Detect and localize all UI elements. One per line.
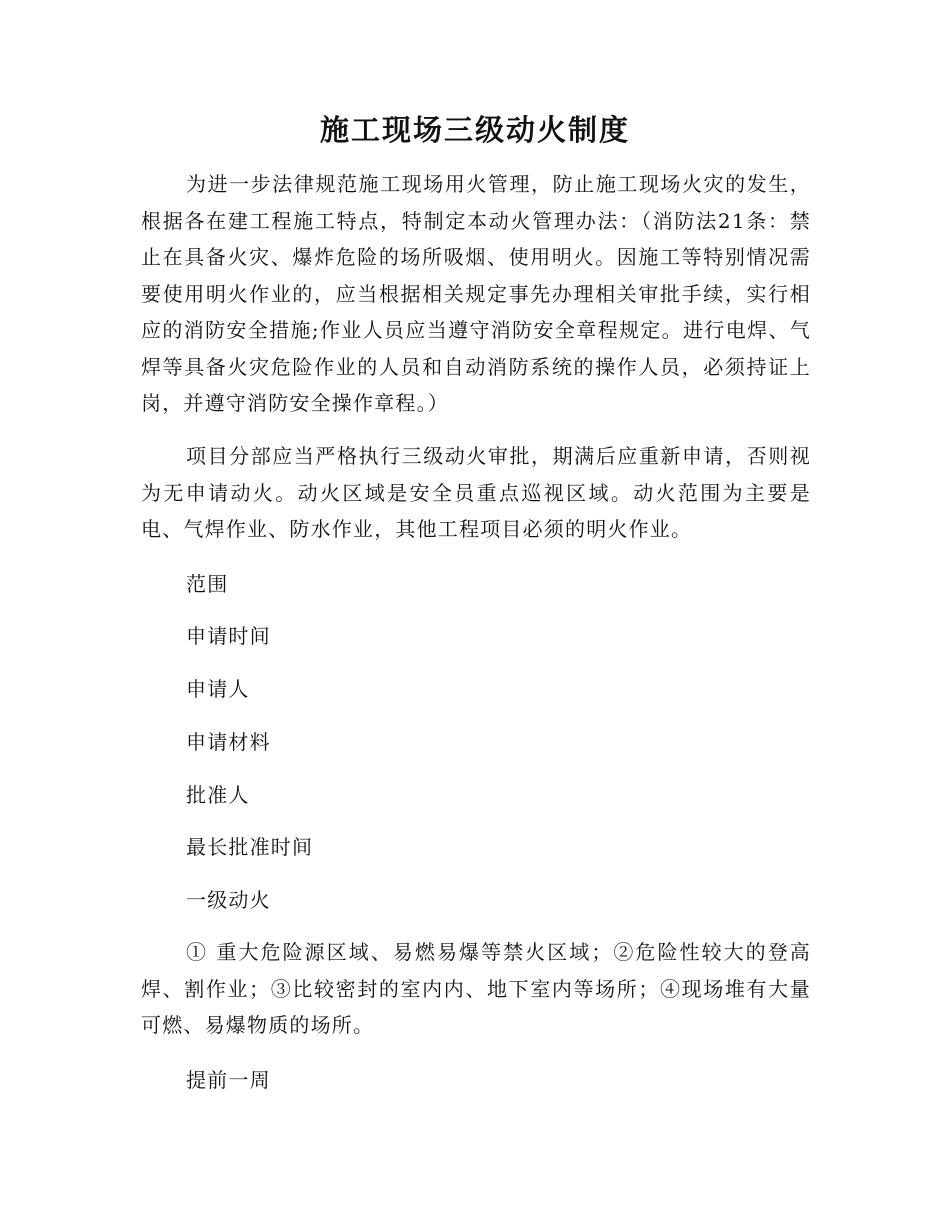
- item-apply-time: 申请时间: [186, 624, 271, 648]
- item-level-one-fire: 一级动火: [186, 888, 271, 912]
- item-max-approval-time: 最长批准时间: [186, 835, 314, 859]
- level-one-scope-paragraph: ① 重大危险源区域、易燃易爆等禁火区域；②危险性较大的登高焊、割作业；③比较密封的室内内、地下室内等场所；④现场堆有大量可燃、易爆物质的场所。: [141, 940, 811, 1037]
- item-scope: 范围: [186, 572, 229, 596]
- document-title: 施工现场三级动火制度: [319, 113, 630, 147]
- approval-paragraph: 项目分部应当严格执行三级动火审批，期满后应重新申请，否则视为无申请动火。动火区域是安全员重点巡视区域。动火范围为主要是电、气焊作业、防水作业，其他工程项目必须的明火作业。: [141, 444, 811, 541]
- item-applicant: 申请人: [186, 677, 250, 701]
- level-one-advance-time: 提前一周: [186, 1068, 271, 1092]
- intro-paragraph: 为进一步法律规范施工现场用火管理，防止施工现场火灾的发生，根据各在建工程施工特点，特制定本动火管理办法：（消防法21条：禁止在具备火灾、爆炸危险的场所吸烟、使用明火。因施工等特别情况需要使用明火作业的，应当根据相关规定事先办理相关审批手续，实行相应的消防安全措施;作业人员应当遵守消防安全章程规定。进行电焊、气焊等具备火灾危险作业的人员和自动消防系统的操作人员，必须持证上岗，并遵守消防安全操作章程。）: [141, 172, 811, 415]
- item-apply-materials: 申请材料: [186, 730, 271, 754]
- item-approver: 批准人: [186, 783, 250, 807]
